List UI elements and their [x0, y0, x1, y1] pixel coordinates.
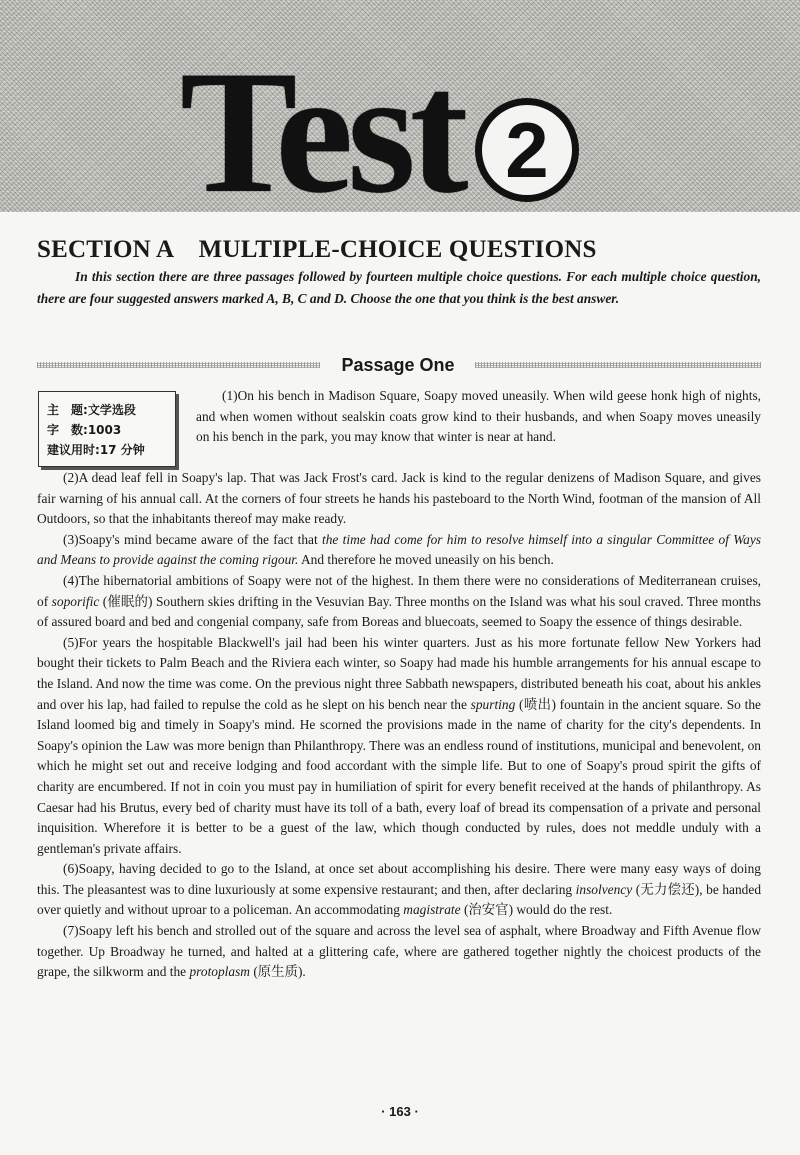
passage-title-bar [37, 352, 761, 378]
passage-info-box [38, 391, 176, 467]
paragraph-2: (2)A dead leaf fell in Soapy's lap. That was Jack Frost's card. Jack is kind to the regular denizens of Madison Square, and gives fair warning of his annual call. At the corners of four streets he hands his pasteboard to the North Wind, footman of the mansion of All Outdoors, so that the inhabitants thereof may make ready. [37, 470, 761, 527]
passage-bar-right-decoration [475, 362, 761, 368]
paragraph-4: (4)The hibernatorial ambitions of Soapy were not of the highest. In them there were no considerations of Mediterranean cruises, of soporific (催眠的) Southern skies drifting in the Vesuvian Bay. Three months on the Island was what his soul craved. Three months of assured board and bed and congenial company, safe from Boreas and bluecoats, seemed to Soapy the essence of things desirable. [37, 572, 761, 630]
paragraph-5: (5)For years the hospitable Blackwell's jail had been his winter quarters. Just as his more fortunate fellow New Yorkers had bought their tickets to Palm Beach and the Riviera each winter, so Soapy had made his humble arrangements for his annual escape to the Island. And now the time was come. On the previous night three Sabbath newspapers, distributed beneath his coat, about his ankles and over his lap, had failed to repulse the cold as he slept on his bench near the spurting (喷出) fountain in the ancient square. So the Island loomed big and timely in Soapy's mind. He scorned the provisions made in the name of charity for the city's dependents. In Soapy's opinion the Law was more benign than Philanthropy. There was an endless round of institutions, municipal and benevolent, on which he might set out and receive lodging and food accordant with the simple life. But to one of Soapy's proud spirit the gifts of charity are encumbered. If not in coin you must pay in humiliation of spirit for every benefit received at the hands of philanthropy. As Caesar had his Brutus, every bed of charity must have its toll of a bath, every loaf of bread its compensation of a private and personal inquisition. Wherefore it is better to be a guest of the law, which though conducted by rules, does not meddle unduly with a gentleman's private affairs. [37, 634, 761, 856]
info-word-count: 字 数:1003 [47, 423, 122, 437]
passage-body [37, 468, 761, 983]
page-number: · 163 · [381, 1104, 419, 1119]
test-banner [0, 0, 800, 212]
paragraph-6: (6)Soapy, having decided to go to the Island, at once set about accomplishing his desire. There were many easy ways of doing this. The pleasantest was to dine luxuriously at some expensive restaurant; and then, after declaring insolvency (无力偿还), be handed over quietly and without uproar to a policeman. An accommodating magistrate (治安官) would do the rest. [37, 861, 762, 918]
passage-bar-left-decoration [37, 362, 320, 368]
info-suggested-time: 建议用时:17 分钟 [47, 443, 145, 457]
paragraph-3: (3)Soapy's mind became aware of the fact that the time had come for him to resolve himself into a singular Committee of Ways and Means to provide against the coming rigour. And therefore he moved uneasily on his bench. [37, 531, 761, 568]
info-topic: 主 题:文学选段 [47, 403, 136, 417]
test-title: Test [180, 35, 463, 212]
passage-title: Passage One [341, 355, 455, 375]
paragraph-7: (7)Soapy left his bench and strolled out of the square and across the level sea of asphalt, where Broadway and Fifth Avenue flow together. Up Broadway he turned, and halted at a glittering cafe, where are gathered together nightly the choicest products of the grape, the silkworm and the protoplasm (原生质). [37, 923, 761, 980]
paragraph-1: (1)On his bench in Madison Square, Soapy moved uneasily. When wild geese honk high of nights, and when women without sealskin coats grow kind to their husbands, and when Soapy moves uneasily on his bench in the park, you may know that winter is near at hand. [196, 388, 761, 445]
section-heading: SECTION A MULTIPLE-CHOICE QUESTIONS [37, 236, 597, 263]
section-instructions: In this section there are three passages followed by fourteen multiple choice questions. For each multiple choice question, there are four suggested answers marked A, B, C and D. Choose the one that you think is the best answer. [37, 269, 761, 306]
test-number-badge: 2 [475, 98, 579, 202]
